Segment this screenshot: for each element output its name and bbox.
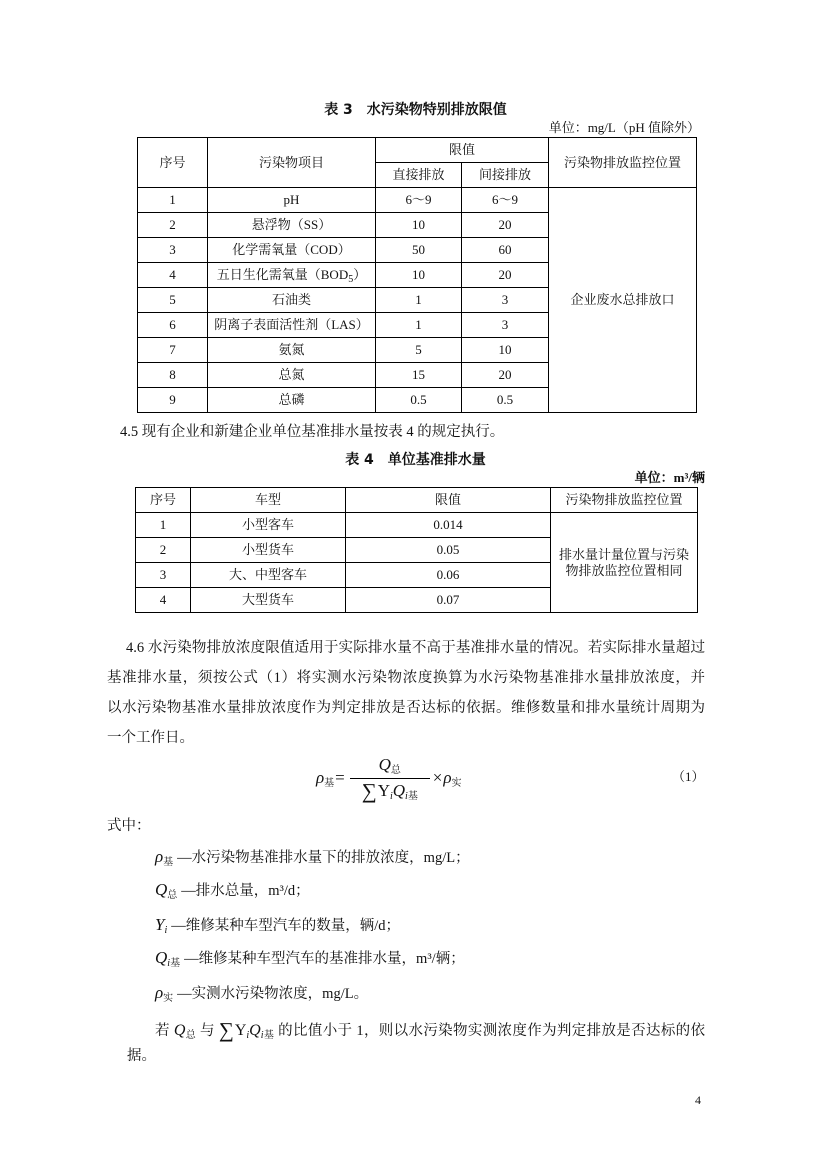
pollutant-name-subscript: 5 (348, 274, 354, 285)
direct-discharge-limit-cell: 5 (376, 338, 462, 363)
row-number-cell: 2 (136, 538, 191, 563)
direct-discharge-limit-cell: 50 (376, 238, 462, 263)
symbol-subscript: 基 (163, 857, 174, 868)
note-suffix: 的比值小于 1，则以水污染物实测浓度作为判定排放是否达标的依 (278, 1023, 706, 1039)
table4-body (136, 513, 698, 613)
indirect-discharge-limit-cell: 60 (462, 238, 549, 263)
indirect-discharge-limit-cell: 0.5 (462, 388, 549, 413)
definition-symbol (155, 915, 167, 934)
page-number: 4 (695, 1093, 701, 1107)
indirect-discharge-limit-cell: 3 (462, 313, 549, 338)
table3-unit: 单位：mg/L（pH 值除外） (548, 120, 700, 135)
ratio-note-line1 (155, 1018, 705, 1042)
pollutant-name-cell: 总磷 (208, 388, 376, 413)
sum-expression (218, 1018, 275, 1042)
definition-rho-base (155, 845, 470, 869)
q-total-symbol (174, 1022, 196, 1039)
limit-value-cell: 0.06 (346, 563, 551, 588)
row-number-cell: 4 (138, 263, 208, 288)
base-subscript: 基 (263, 1030, 275, 1041)
direct-discharge-limit-cell: 0.5 (376, 388, 462, 413)
header-serial-number: 序号 (136, 488, 191, 513)
paragraph-line: 以水污染物基准水量排放浓度作为判定排放是否达标的依据。维修数量和排水量统计周期为 (107, 700, 705, 716)
direct-discharge-limit-cell: 10 (376, 263, 462, 288)
pollutant-name-cell: 化学需氧量（COD） (208, 238, 376, 263)
row-number-cell: 5 (138, 288, 208, 313)
symbol-subscript (167, 958, 180, 969)
limit-value-cell: 0.07 (346, 588, 551, 613)
definition-text: —实测水污染物浓度，mg/L。 (177, 986, 369, 1002)
times-sign: × (432, 768, 443, 787)
vehicle-type-cell: 小型客车 (191, 513, 346, 538)
y-letter: Y (377, 780, 390, 800)
base-subscript: 基 (324, 778, 335, 789)
index-i: i (405, 790, 408, 802)
q-letter: Q (249, 1022, 261, 1039)
header-monitor-location: 污染物排放监控位置 (549, 138, 697, 188)
numerator (375, 753, 405, 778)
definition-text: —排水总量，m³/d； (181, 883, 310, 899)
summation-sign: ∑ (218, 1018, 234, 1042)
paragraph-line: 一个工作日。 (107, 730, 194, 746)
limit-value-cell: 0.05 (346, 538, 551, 563)
definitions-intro: 式中： (107, 818, 151, 834)
formula-1 (316, 752, 462, 804)
definition-text: —水污染物基准排水量下的排放浓度，mg/L； (177, 850, 470, 866)
row-number-cell: 9 (138, 388, 208, 413)
note-prefix: 若 (155, 1023, 170, 1039)
table3-header-row (138, 138, 697, 163)
header-direct-discharge: 直接排放 (376, 163, 462, 188)
denominator (350, 778, 430, 804)
definition-q-total (155, 878, 310, 902)
q-subscript (261, 1030, 274, 1041)
row-number-cell: 3 (138, 238, 208, 263)
y-letter: Y (234, 1022, 247, 1039)
measured-subscript: 实 (451, 778, 462, 789)
definition-symbol (155, 880, 177, 899)
total-subscript: 总 (390, 764, 401, 776)
symbol-letter: Q (155, 948, 168, 967)
vehicle-type-cell: 大型货车 (191, 588, 346, 613)
header-indirect-discharge: 间接排放 (462, 163, 549, 188)
pollutant-name-cell: pH (208, 188, 376, 213)
header-monitor-location: 污染物排放监控位置 (551, 488, 698, 513)
pollutant-name-text: 五日生化需氧量（BOD (216, 267, 349, 282)
definition-y-i (155, 913, 400, 937)
direct-discharge-limit-cell: 6～9 (376, 188, 462, 213)
pollutant-name-suffix: ） (353, 267, 367, 282)
row-number-cell: 2 (138, 213, 208, 238)
base-subscript: 基 (407, 790, 418, 802)
header-limit: 限值 (346, 488, 551, 513)
q-letter: Q (392, 780, 406, 800)
symbol-subscript: 实 (163, 993, 174, 1004)
q-subscript (405, 791, 418, 802)
table3-body (138, 188, 697, 413)
pollutant-name-cell: 悬浮物（SS） (208, 213, 376, 238)
table3 (137, 137, 697, 413)
table3-title: 表 3 水污染物特别排放限值 (324, 102, 507, 118)
direct-discharge-limit-cell: 15 (376, 363, 462, 388)
index-i: i (167, 958, 171, 969)
base-subscript: 基 (170, 958, 181, 969)
row-number-cell: 7 (138, 338, 208, 363)
row-number-cell: 3 (136, 563, 191, 588)
definition-q-i-base (155, 946, 465, 970)
index-i: i (246, 1030, 250, 1041)
indirect-discharge-limit-cell: 10 (462, 338, 549, 363)
definition-symbol (155, 847, 173, 866)
section-4-5-paragraph: 4.5 现有企业和新建企业单位基准排水量按表 4 的规定执行。 (120, 424, 505, 440)
definition-text: —维修某种车型汽车的数量，辆/d； (171, 918, 401, 934)
pollutant-name-cell: 总氮 (208, 363, 376, 388)
symbol-subscript: 总 (167, 890, 178, 901)
index-i: i (260, 1030, 264, 1041)
row-number-cell: 6 (138, 313, 208, 338)
rho-measured-symbol (443, 768, 461, 788)
pollutant-name-cell: 石油类 (208, 288, 376, 313)
table4-unit: 单位：m³/辆 (634, 470, 705, 485)
definition-symbol (155, 983, 173, 1002)
pollutant-name-cell: 阴离子表面活性剂（LAS） (208, 313, 376, 338)
table4 (135, 487, 698, 613)
header-serial-number: 序号 (138, 138, 208, 188)
symbol-letter: Y (155, 915, 165, 934)
symbol-letter: ρ (155, 983, 164, 1002)
header-pollutant-item: 污染物项目 (208, 138, 376, 188)
paragraph-line: 基准排水量，须按公式（1）将实测水污染物浓度换算为水污染物基准排水量排放浓度，并 (107, 670, 705, 686)
index-i: i (389, 790, 393, 802)
equals-sign: = (335, 768, 345, 787)
limit-value-cell: 0.014 (346, 513, 551, 538)
direct-discharge-limit-cell: 1 (376, 288, 462, 313)
definition-symbol (155, 948, 180, 967)
note-conjunction: 与 (200, 1023, 215, 1039)
paragraph-line: 4.6 水污染物排放浓度限值适用于实际排水量不高于基准排水量的情况。若实际排水量超过 (126, 640, 705, 656)
header-limit: 限值 (376, 138, 549, 163)
pollutant-name-cell: 氨氮 (208, 338, 376, 363)
rho-letter: ρ (443, 768, 452, 787)
q-letter: Q (173, 1022, 186, 1039)
total-subscript: 总 (185, 1030, 197, 1041)
row-number-cell: 4 (136, 588, 191, 613)
vehicle-type-cell: 小型货车 (191, 538, 346, 563)
rho-letter: ρ (316, 768, 325, 787)
ratio-note-line2: 据。 (127, 1048, 156, 1064)
indirect-discharge-limit-cell: 20 (462, 263, 549, 288)
pollutant-name-cell (208, 263, 376, 288)
direct-discharge-limit-cell: 10 (376, 213, 462, 238)
table4-row (136, 513, 698, 538)
indirect-discharge-limit-cell: 20 (462, 213, 549, 238)
definition-rho-measured (155, 981, 368, 1005)
symbol-letter: Q (155, 880, 168, 899)
symbol-subscript (164, 925, 167, 936)
indirect-discharge-limit-cell: 3 (462, 288, 549, 313)
table4-title: 表 4 单位基准排水量 (345, 452, 486, 468)
definition-text: —维修某种车型汽车的基准排水量，m³/辆； (184, 951, 465, 967)
row-number-cell: 1 (136, 513, 191, 538)
summation-sign: ∑ (361, 778, 377, 803)
vehicle-type-cell: 大、中型客车 (191, 563, 346, 588)
indirect-discharge-limit-cell: 20 (462, 363, 549, 388)
header-vehicle-type: 车型 (191, 488, 346, 513)
table3-row (138, 188, 697, 213)
direct-discharge-limit-cell: 1 (376, 313, 462, 338)
q-letter: Q (378, 754, 391, 774)
indirect-discharge-limit-cell: 6～9 (462, 188, 549, 213)
section-4-6-paragraph (107, 633, 705, 753)
fraction (350, 753, 430, 804)
monitor-location-cell: 排水量计量位置与污染物排放监控位置相同 (551, 513, 698, 613)
row-number-cell: 1 (138, 188, 208, 213)
index-i: i (164, 925, 168, 936)
monitor-location-cell: 企业废水总排放口 (549, 188, 697, 413)
symbol-letter: ρ (155, 847, 164, 866)
rho-base-symbol (316, 768, 334, 788)
equation-number: （1） (672, 769, 705, 784)
table4-header-row (136, 488, 698, 513)
row-number-cell: 8 (138, 363, 208, 388)
